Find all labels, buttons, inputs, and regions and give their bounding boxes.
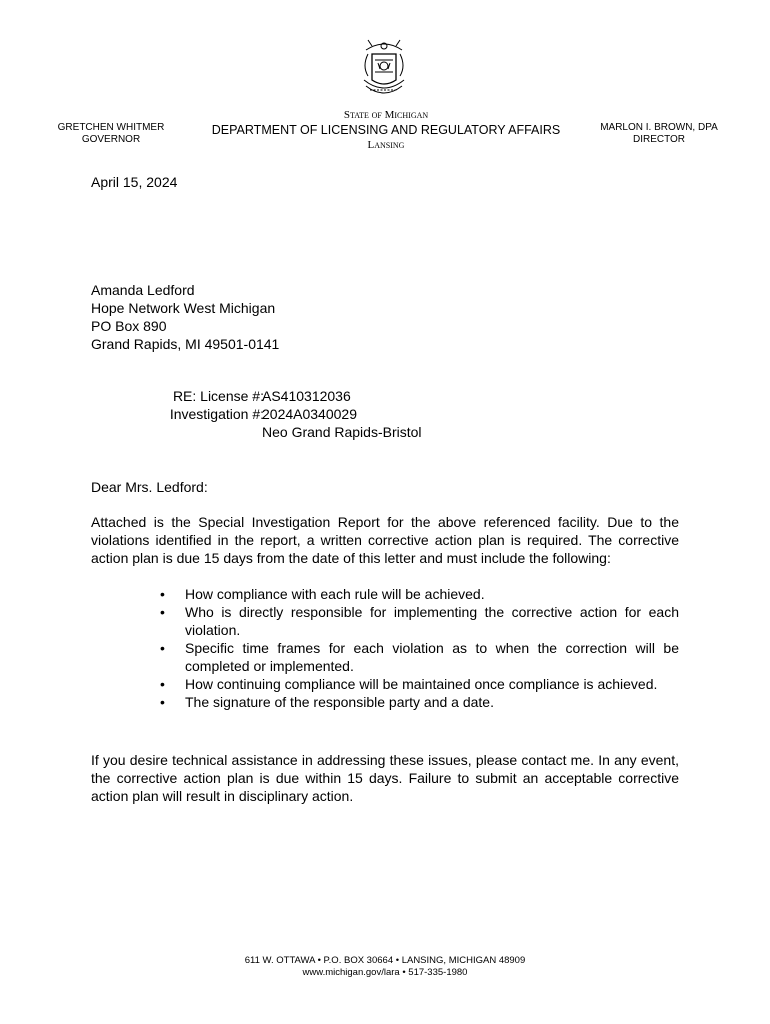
recipient-name: Amanda Ledford (91, 282, 195, 298)
letterhead-center (196, 108, 576, 152)
governor-block (52, 122, 170, 146)
recipient-po-box: PO Box 890 (91, 318, 167, 334)
director-block (594, 122, 724, 146)
bullet-icon: • (160, 694, 165, 710)
investigation-label: Investigation #: (169, 406, 264, 422)
list-item (158, 603, 679, 639)
list-item (158, 675, 679, 693)
bullet-icon: • (160, 604, 165, 620)
recipient-organization: Hope Network West Michigan (91, 300, 276, 316)
bullet-icon: • (160, 586, 165, 602)
letterhead-footer (135, 955, 635, 979)
governor-title: GOVERNOR (81, 134, 141, 145)
list-item-text: Who is directly responsible for implementing the corrective action for each violation. (185, 604, 679, 638)
footer-contact: www.michigan.gov/lara • 517-335-1980 (302, 967, 468, 978)
facility-name: Neo Grand Rapids-Bristol (262, 424, 422, 440)
list-item (158, 639, 679, 675)
governor-name: GRETCHEN WHITMER (57, 122, 165, 133)
state-name: State of Michigan (343, 109, 429, 121)
footer-address: 611 W. OTTAWA • P.O. BOX 30664 • LANSING, MICHIGAN 48909 (244, 955, 526, 966)
list-item (158, 585, 679, 603)
list-item-text: How compliance with each rule will be achieved. (185, 586, 485, 602)
license-number: AS410312036 (262, 388, 351, 404)
city-name: Lansing (367, 139, 405, 151)
paragraph-intro: Attached is the Special Investigation Report for the above referenced facility. Due to the violations identified in the report, a written corrective action plan is required. The corrective action plan is due 15 days from the date of this letter and must include the following: (91, 514, 679, 566)
salutation: Dear Mrs. Ledford: (91, 479, 208, 495)
bullet-icon: • (160, 640, 165, 656)
recipient-address (91, 281, 279, 353)
requirements-list (158, 585, 679, 711)
director-name: MARLON I. BROWN, DPA (600, 122, 718, 133)
list-item-text: The signature of the responsible party and a date. (185, 694, 494, 710)
list-item (158, 693, 679, 711)
list-item-text: How continuing compliance will be maintained once compliance is achieved. (185, 676, 658, 692)
director-title: DIRECTOR (632, 134, 686, 145)
letter-date: April 15, 2024 (91, 174, 178, 190)
list-item-text: Specific time frames for each violation as to when the correction will be completed or implemented. (185, 640, 679, 674)
investigation-number: 2024A0340029 (262, 406, 357, 422)
recipient-city-state-zip: Grand Rapids, MI 49501-0141 (91, 336, 280, 352)
paragraph-closing: If you desire technical assistance in addressing these issues, please contact me. In any event, the corrective action plan is due within 15 days. Failure to submit an acceptable corrective action plan will result in disciplinary action. (91, 752, 679, 804)
department-name: DEPARTMENT OF LICENSING AND REGULATORY AFFAIRS (211, 123, 561, 137)
bullet-icon: • (160, 676, 165, 692)
michigan-state-seal-icon (358, 36, 410, 102)
license-label: RE: License #: (172, 388, 264, 404)
